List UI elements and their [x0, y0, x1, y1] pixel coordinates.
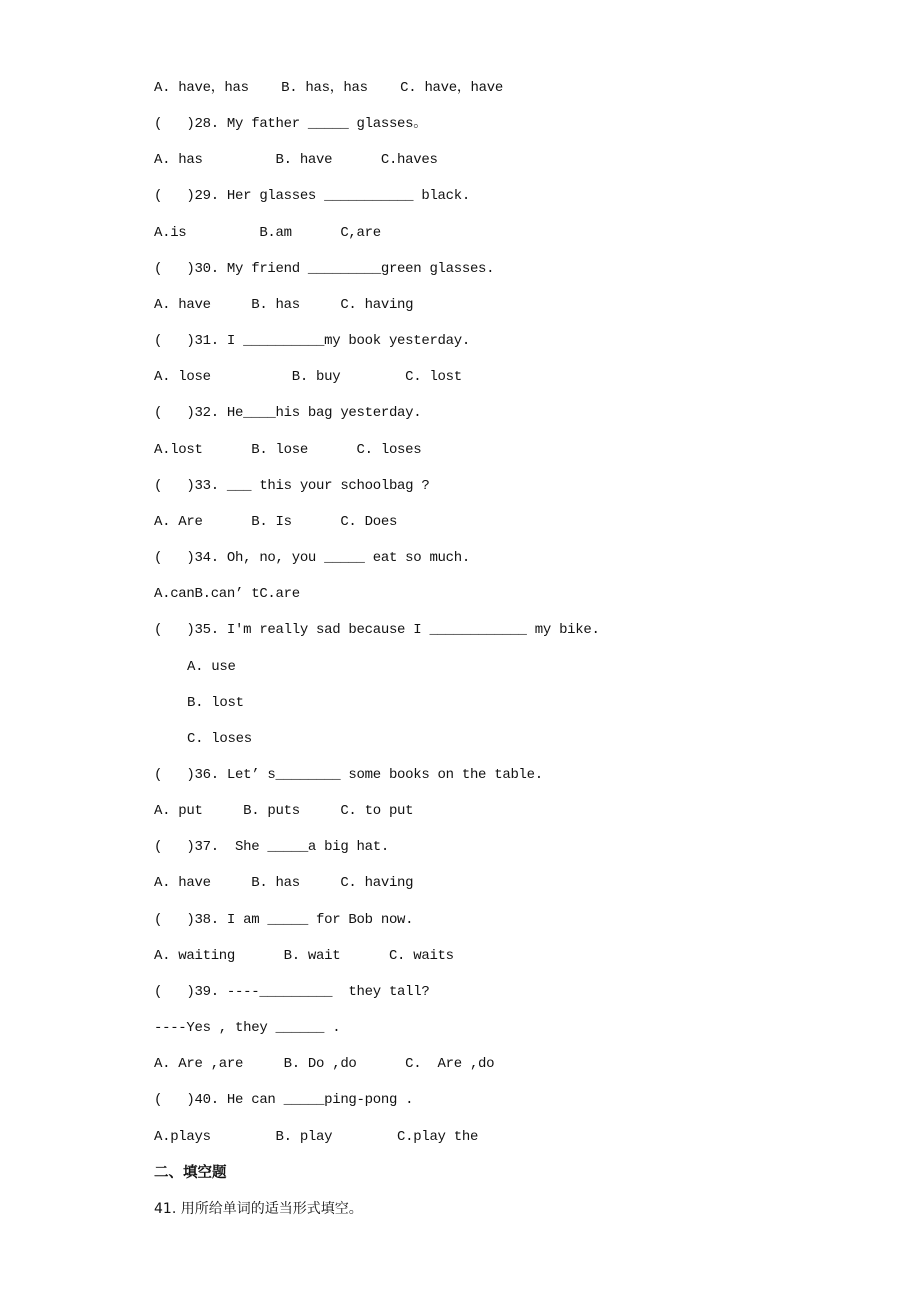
question-line: ( )40. He can _____ping-pong .: [154, 1092, 414, 1109]
question-line: ( )34. Oh, no, you _____ eat so much.: [154, 550, 470, 567]
answer-options: A. have，has B. has，has C. have，have: [154, 80, 503, 96]
answer-options: A. have B. has C. having: [154, 875, 414, 892]
question-line: ( )28. My father _____ glasses。: [154, 116, 427, 133]
question-line: ( )39. ----_________ they tall?: [154, 983, 430, 1000]
answer-options: A. waiting B. wait C. waits: [154, 947, 454, 964]
question-line: ( )29. Her glasses ___________ black.: [154, 188, 470, 205]
answer-options: C. loses: [187, 730, 252, 747]
answer-options: A. Are B. Is C. Does: [154, 513, 398, 530]
question-line: ( )35. I'm really sad because I ____________ my bike.: [154, 622, 600, 639]
question-line: ----Yes , they ______ .: [154, 1020, 341, 1037]
question-line: ( )36. Let’ s________ some books on the table.: [154, 766, 543, 783]
answer-options: A. have B. has C. having: [154, 296, 414, 313]
answer-options: A.canB.can’ tC.are: [154, 586, 300, 603]
question-line: ( )31. I __________my book yesterday.: [154, 333, 470, 350]
answer-options: B. lost: [187, 694, 244, 711]
question-line: ( )30. My friend _________green glasses.: [154, 260, 495, 277]
document-page: [154, 76, 854, 1233]
answer-options: A. use: [187, 658, 236, 675]
answer-options: A.is B.am C,are: [154, 224, 381, 241]
answer-options: A. Are ,are B. Do ,do C. Are ,do: [154, 1056, 495, 1073]
answer-options: A. lose B. buy C. lost: [154, 369, 462, 386]
question-line: ( )38. I am _____ for Bob now.: [154, 911, 414, 928]
answer-options: A.plays B. play C.play the: [154, 1128, 479, 1145]
section-heading: 二、填空题: [154, 1164, 227, 1181]
answer-options: A. has B. have C.haves: [154, 152, 438, 169]
question-line: ( )37. She _____a big hat.: [154, 839, 389, 856]
answer-options: A.lost B. lose C. loses: [154, 441, 422, 458]
question-line: ( )32. He____his bag yesterday.: [154, 405, 422, 422]
question-line: ( )33. ___ this your schoolbag ?: [154, 477, 430, 494]
answer-options: A. put B. puts C. to put: [154, 803, 414, 820]
instruction-line: 41. 用所给单词的适当形式填空。: [154, 1200, 363, 1217]
